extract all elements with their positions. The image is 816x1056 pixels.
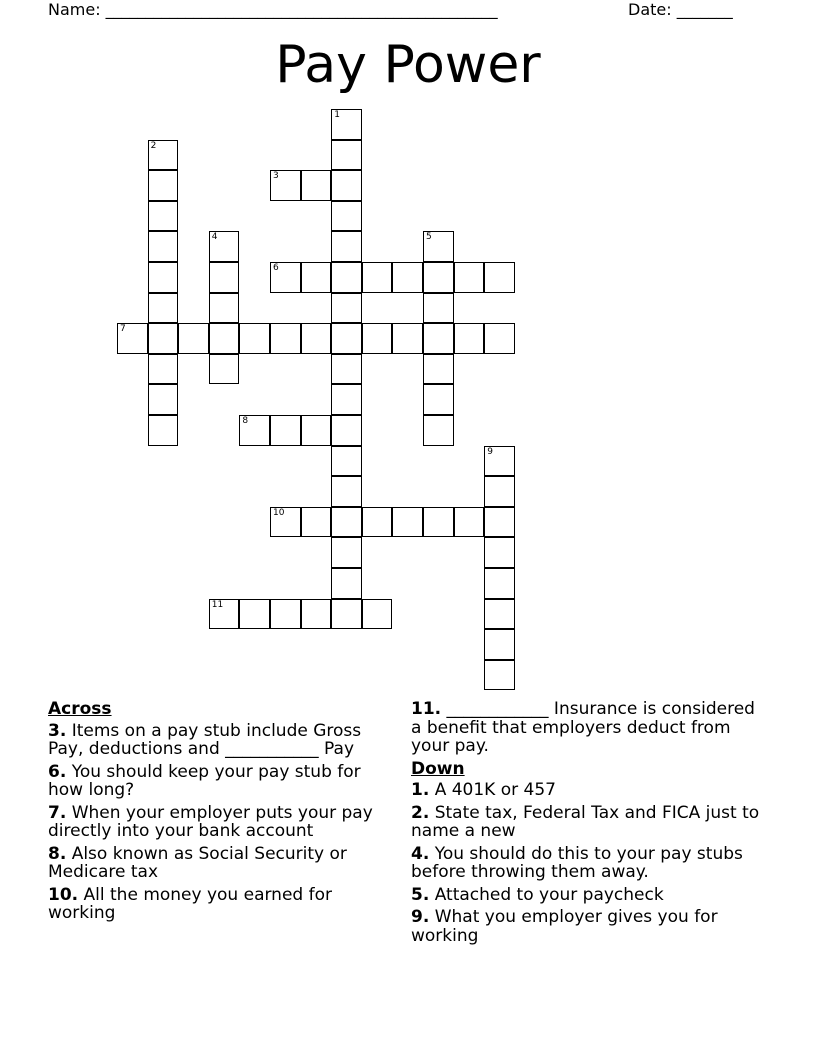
- clue-text: Attached to your paycheck: [434, 884, 664, 905]
- grid-cell[interactable]: [423, 293, 454, 324]
- grid-cell[interactable]: [484, 476, 515, 507]
- grid-cell[interactable]: [331, 537, 362, 568]
- grid-cell[interactable]: [270, 323, 301, 354]
- grid-cell[interactable]: [423, 384, 454, 415]
- grid-cell[interactable]: [331, 170, 362, 201]
- clue-number-label: 9: [487, 446, 493, 457]
- clue-text: Items on a pay stub include Gross Pay, deductions and ___________ Pay: [48, 720, 362, 759]
- grid-cell[interactable]: [423, 231, 454, 262]
- grid-cell[interactable]: [331, 262, 362, 293]
- clue-number-label: 3: [273, 171, 279, 182]
- grid-cell[interactable]: [270, 262, 301, 293]
- grid-cell[interactable]: [423, 323, 454, 354]
- grid-cell[interactable]: [484, 323, 515, 354]
- date-field[interactable]: Date: _______: [628, 0, 733, 19]
- grid-cell[interactable]: [331, 507, 362, 538]
- grid-cell[interactable]: [484, 568, 515, 599]
- grid-cell[interactable]: [148, 323, 179, 354]
- grid-cell[interactable]: [301, 262, 332, 293]
- grid-cell[interactable]: [484, 537, 515, 568]
- grid-cell[interactable]: [331, 415, 362, 446]
- grid-cell[interactable]: [148, 262, 179, 293]
- clue-number-label: 10: [273, 507, 285, 518]
- grid-cell[interactable]: [392, 262, 423, 293]
- clue-number-label: 8: [242, 416, 249, 426]
- grid-cell[interactable]: [301, 170, 332, 201]
- clue-number-label: 6: [273, 263, 279, 273]
- clue-number: 5.: [411, 884, 430, 905]
- grid-cell[interactable]: [362, 323, 393, 354]
- grid-cell[interactable]: [148, 170, 179, 201]
- grid-cell[interactable]: [301, 599, 332, 630]
- across-heading: Across: [48, 699, 112, 719]
- clue-across-8: [48, 845, 393, 882]
- grid-cell[interactable]: [362, 507, 393, 538]
- grid-cell[interactable]: [331, 201, 362, 232]
- clue-number: 11.: [411, 699, 442, 719]
- grid-cell[interactable]: [270, 170, 301, 201]
- grid-cell[interactable]: [484, 446, 515, 477]
- clue-number-label: 2: [150, 140, 157, 151]
- clue-text: Also known as Social Security or Medicare tax: [48, 843, 347, 882]
- grid-cell[interactable]: [301, 507, 332, 538]
- clue-across-6: [48, 763, 393, 800]
- grid-cell[interactable]: [423, 415, 454, 446]
- grid-cell[interactable]: [331, 109, 362, 140]
- grid-cell[interactable]: [362, 262, 393, 293]
- grid-cell[interactable]: [209, 231, 240, 262]
- clue-text: ____________ Insurance is considered a benefit that employers deduct from your pay.: [411, 699, 755, 756]
- clue-number: 10.: [48, 884, 79, 905]
- grid-cell[interactable]: [239, 415, 270, 446]
- clue-number: 8.: [48, 843, 67, 864]
- clue-down-1: [411, 781, 761, 800]
- clue-number: 7.: [48, 802, 67, 823]
- clue-text: When your employer puts your pay directly into your bank account: [48, 802, 373, 841]
- grid-cell[interactable]: [331, 323, 362, 354]
- grid-cell[interactable]: [454, 262, 485, 293]
- clue-number-label: 5: [426, 232, 432, 243]
- grid-cell[interactable]: [331, 354, 362, 385]
- grid-cell[interactable]: [148, 415, 179, 446]
- grid-cell[interactable]: [148, 231, 179, 262]
- clue-number-label: 7: [120, 324, 126, 335]
- grid-cell[interactable]: [148, 201, 179, 232]
- clue-down-5: [411, 886, 761, 905]
- clue-number: 9.: [411, 907, 430, 927]
- page-title: Pay Power: [275, 35, 541, 95]
- clue-across-3: [48, 722, 393, 759]
- grid-cell[interactable]: [454, 323, 485, 354]
- grid-cell[interactable]: [209, 323, 240, 354]
- grid-cell[interactable]: [392, 507, 423, 538]
- grid-cell[interactable]: [239, 323, 270, 354]
- clue-number-label: 4: [211, 232, 218, 243]
- clue-down-2: [411, 804, 761, 841]
- clue-text: You should keep your pay stub for how long?: [48, 761, 361, 800]
- clue-number: 6.: [48, 761, 67, 782]
- grid-cell[interactable]: [331, 384, 362, 415]
- grid-cell[interactable]: [484, 599, 515, 630]
- grid-cell[interactable]: [148, 384, 179, 415]
- clue-text: What you employer gives you for working: [411, 907, 718, 946]
- grid-cell[interactable]: [331, 599, 362, 630]
- clue-across-7: [48, 804, 393, 841]
- clue-number: 2.: [411, 802, 430, 823]
- grid-cell[interactable]: [178, 323, 209, 354]
- clue-number: 1.: [411, 780, 430, 800]
- down-heading: Down: [411, 758, 465, 779]
- clue-number: 3.: [48, 720, 67, 741]
- clue-text: You should do this to your pay stubs before throwing them away.: [411, 843, 743, 882]
- clue-text: A 401K or 457: [434, 780, 556, 800]
- grid-cell[interactable]: [331, 476, 362, 507]
- clue-number-label: 11: [211, 599, 224, 610]
- grid-cell[interactable]: [484, 660, 515, 691]
- clue-across-11: [411, 700, 761, 756]
- clue-number-label: 1: [334, 110, 340, 120]
- grid-cell[interactable]: [209, 262, 240, 293]
- clue-text: All the money you earned for working: [48, 884, 332, 923]
- grid-cell[interactable]: [301, 415, 332, 446]
- clue-text: State tax, Federal Tax and FICA just to name a new: [411, 802, 760, 841]
- grid-cell[interactable]: [484, 262, 515, 293]
- grid-cell[interactable]: [239, 599, 270, 630]
- grid-cell[interactable]: [148, 354, 179, 385]
- grid-cell[interactable]: [362, 599, 393, 630]
- grid-cell[interactable]: [270, 415, 301, 446]
- grid-cell[interactable]: [423, 354, 454, 385]
- grid-cell[interactable]: [331, 231, 362, 262]
- grid-cell[interactable]: [209, 354, 240, 385]
- clue-number: 4.: [411, 843, 430, 864]
- grid-cell[interactable]: [484, 507, 515, 538]
- grid-cell[interactable]: [331, 446, 362, 477]
- grid-cell[interactable]: [209, 599, 240, 630]
- clues-right-column: [411, 700, 761, 949]
- grid-cell[interactable]: [148, 293, 179, 324]
- grid-cell[interactable]: [423, 262, 454, 293]
- grid-cell[interactable]: [423, 507, 454, 538]
- grid-cell[interactable]: [484, 629, 515, 660]
- grid-cell[interactable]: [209, 293, 240, 324]
- clue-down-4: [411, 845, 761, 882]
- grid-cell[interactable]: [270, 507, 301, 538]
- grid-cell[interactable]: [392, 323, 423, 354]
- grid-cell[interactable]: [331, 140, 362, 171]
- clues-left-column: [48, 700, 393, 927]
- grid-cell[interactable]: [331, 293, 362, 324]
- clue-across-10: [48, 886, 393, 923]
- grid-cell[interactable]: [301, 323, 332, 354]
- grid-cell[interactable]: [117, 323, 148, 354]
- grid-cell[interactable]: [270, 599, 301, 630]
- grid-cell[interactable]: [331, 568, 362, 599]
- name-field[interactable]: Name: _________________________________________________: [48, 0, 498, 19]
- grid-cell[interactable]: [454, 507, 485, 538]
- grid-cell[interactable]: [148, 140, 179, 171]
- clue-down-9: [411, 908, 761, 945]
